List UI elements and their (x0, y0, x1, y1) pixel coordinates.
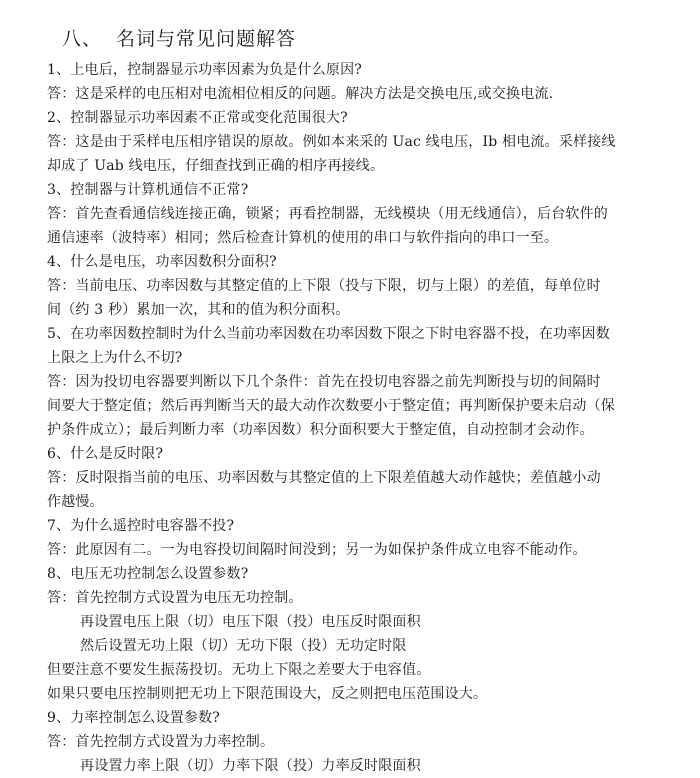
question-line: 4、什么是电压，功率因数积分面积? (47, 254, 277, 270)
text-line: 如果只要电压控制则把无功上下限范围设大，反之则把电压范围设大。 (47, 686, 488, 702)
answer-line: 答：这是采样的电压相对电流相位相反的问题。解决方法是交换电压,或交换电流. (47, 86, 554, 102)
text-line: 通信速率（波特率）相同；然后检查计算机的使用的串口与软件指向的串口一至。 (47, 230, 559, 246)
text-line: 护条件成立）；最后判断力率（功率因数）积分面积要大于整定值，自动控制才会动作。 (47, 422, 594, 438)
text-line: 然后设置无功上限（切）无功下限（投）无功定时限 (80, 638, 407, 654)
text-line: 再设置力率上限（切）力率下限（投）力率反时限面积 (80, 758, 421, 774)
faq-content (47, 58, 672, 778)
answer-line: 答：因为投切电容器要判断以下几个条件：首先在投切电容器之前先判断投与切的间隔时 (47, 374, 601, 390)
answer-line: 答：此原因有二。一为电容投切间隔时间没到；另一为如保护条件成立电容不能动作。 (47, 542, 587, 558)
text-line: 作越慢。 (47, 494, 104, 510)
answer-line: 答：首先控制方式设置为力率控制。 (47, 734, 275, 750)
question-line: 5、在功率因数控制时为什么当前功率因数在功率因数下限之下时电容器不投，在功率因数 (47, 326, 610, 342)
question-line: 7、为什么遥控时电容器不投? (47, 518, 235, 534)
section-title: 名词与常见问题解答 (116, 28, 297, 50)
text-line: 再设置电压上限（切）电压下限（投）电压反时限面积 (80, 614, 421, 630)
text-line: 上限之上为什么不切? (47, 350, 183, 366)
answer-line: 答：首先查看通信线连接正确，锁紧；再看控制器，无线模块（用无线通信），后台软件的 (47, 206, 608, 222)
section-heading (62, 24, 296, 51)
question-line: 1、上电后，控制器显示功率因素为负是什么原因? (47, 62, 363, 78)
text-line: 但要注意不要发生振荡投切。无功上下限之差要大于电容值。 (47, 662, 431, 678)
answer-line: 答：反时限指当前的电压、功率因数与其整定值的上下限差值越大动作越快；差值越小动 (47, 470, 601, 486)
question-line: 9、力率控制怎么设置参数? (47, 710, 221, 726)
question-line: 8、电压无功控制怎么设置参数? (47, 566, 249, 582)
text-line: 却成了 Uab 线电压，仔细查找到正确的相序再接线。 (47, 158, 385, 174)
question-line: 3、控制器与计算机通信不正常? (47, 182, 249, 198)
question-line: 6、什么是反时限? (47, 446, 164, 462)
text-line: 间要大于整定值；然后再判断当天的最大动作次数要小于整定值；再判断保护要未启动（保 (47, 398, 615, 414)
section-number: 八、 (62, 28, 103, 50)
answer-line: 答：首先控制方式设置为电压无功控制。 (47, 590, 303, 606)
text-line: 间（约 3 秒）累加一次，其和的值为积分面积。 (47, 302, 350, 318)
question-line: 2、控制器显示功率因素不正常或变化范围很大? (47, 110, 348, 126)
answer-line: 答：当前电压、功率因数与其整定值的上下限（投与下限，切与上限）的差值，每单位时 (47, 278, 601, 294)
answer-line: 答：这是由于采样电压相序错误的原故。例如本来采的 Uac 线电压，Ib 相电流。采样接线 (47, 134, 616, 150)
